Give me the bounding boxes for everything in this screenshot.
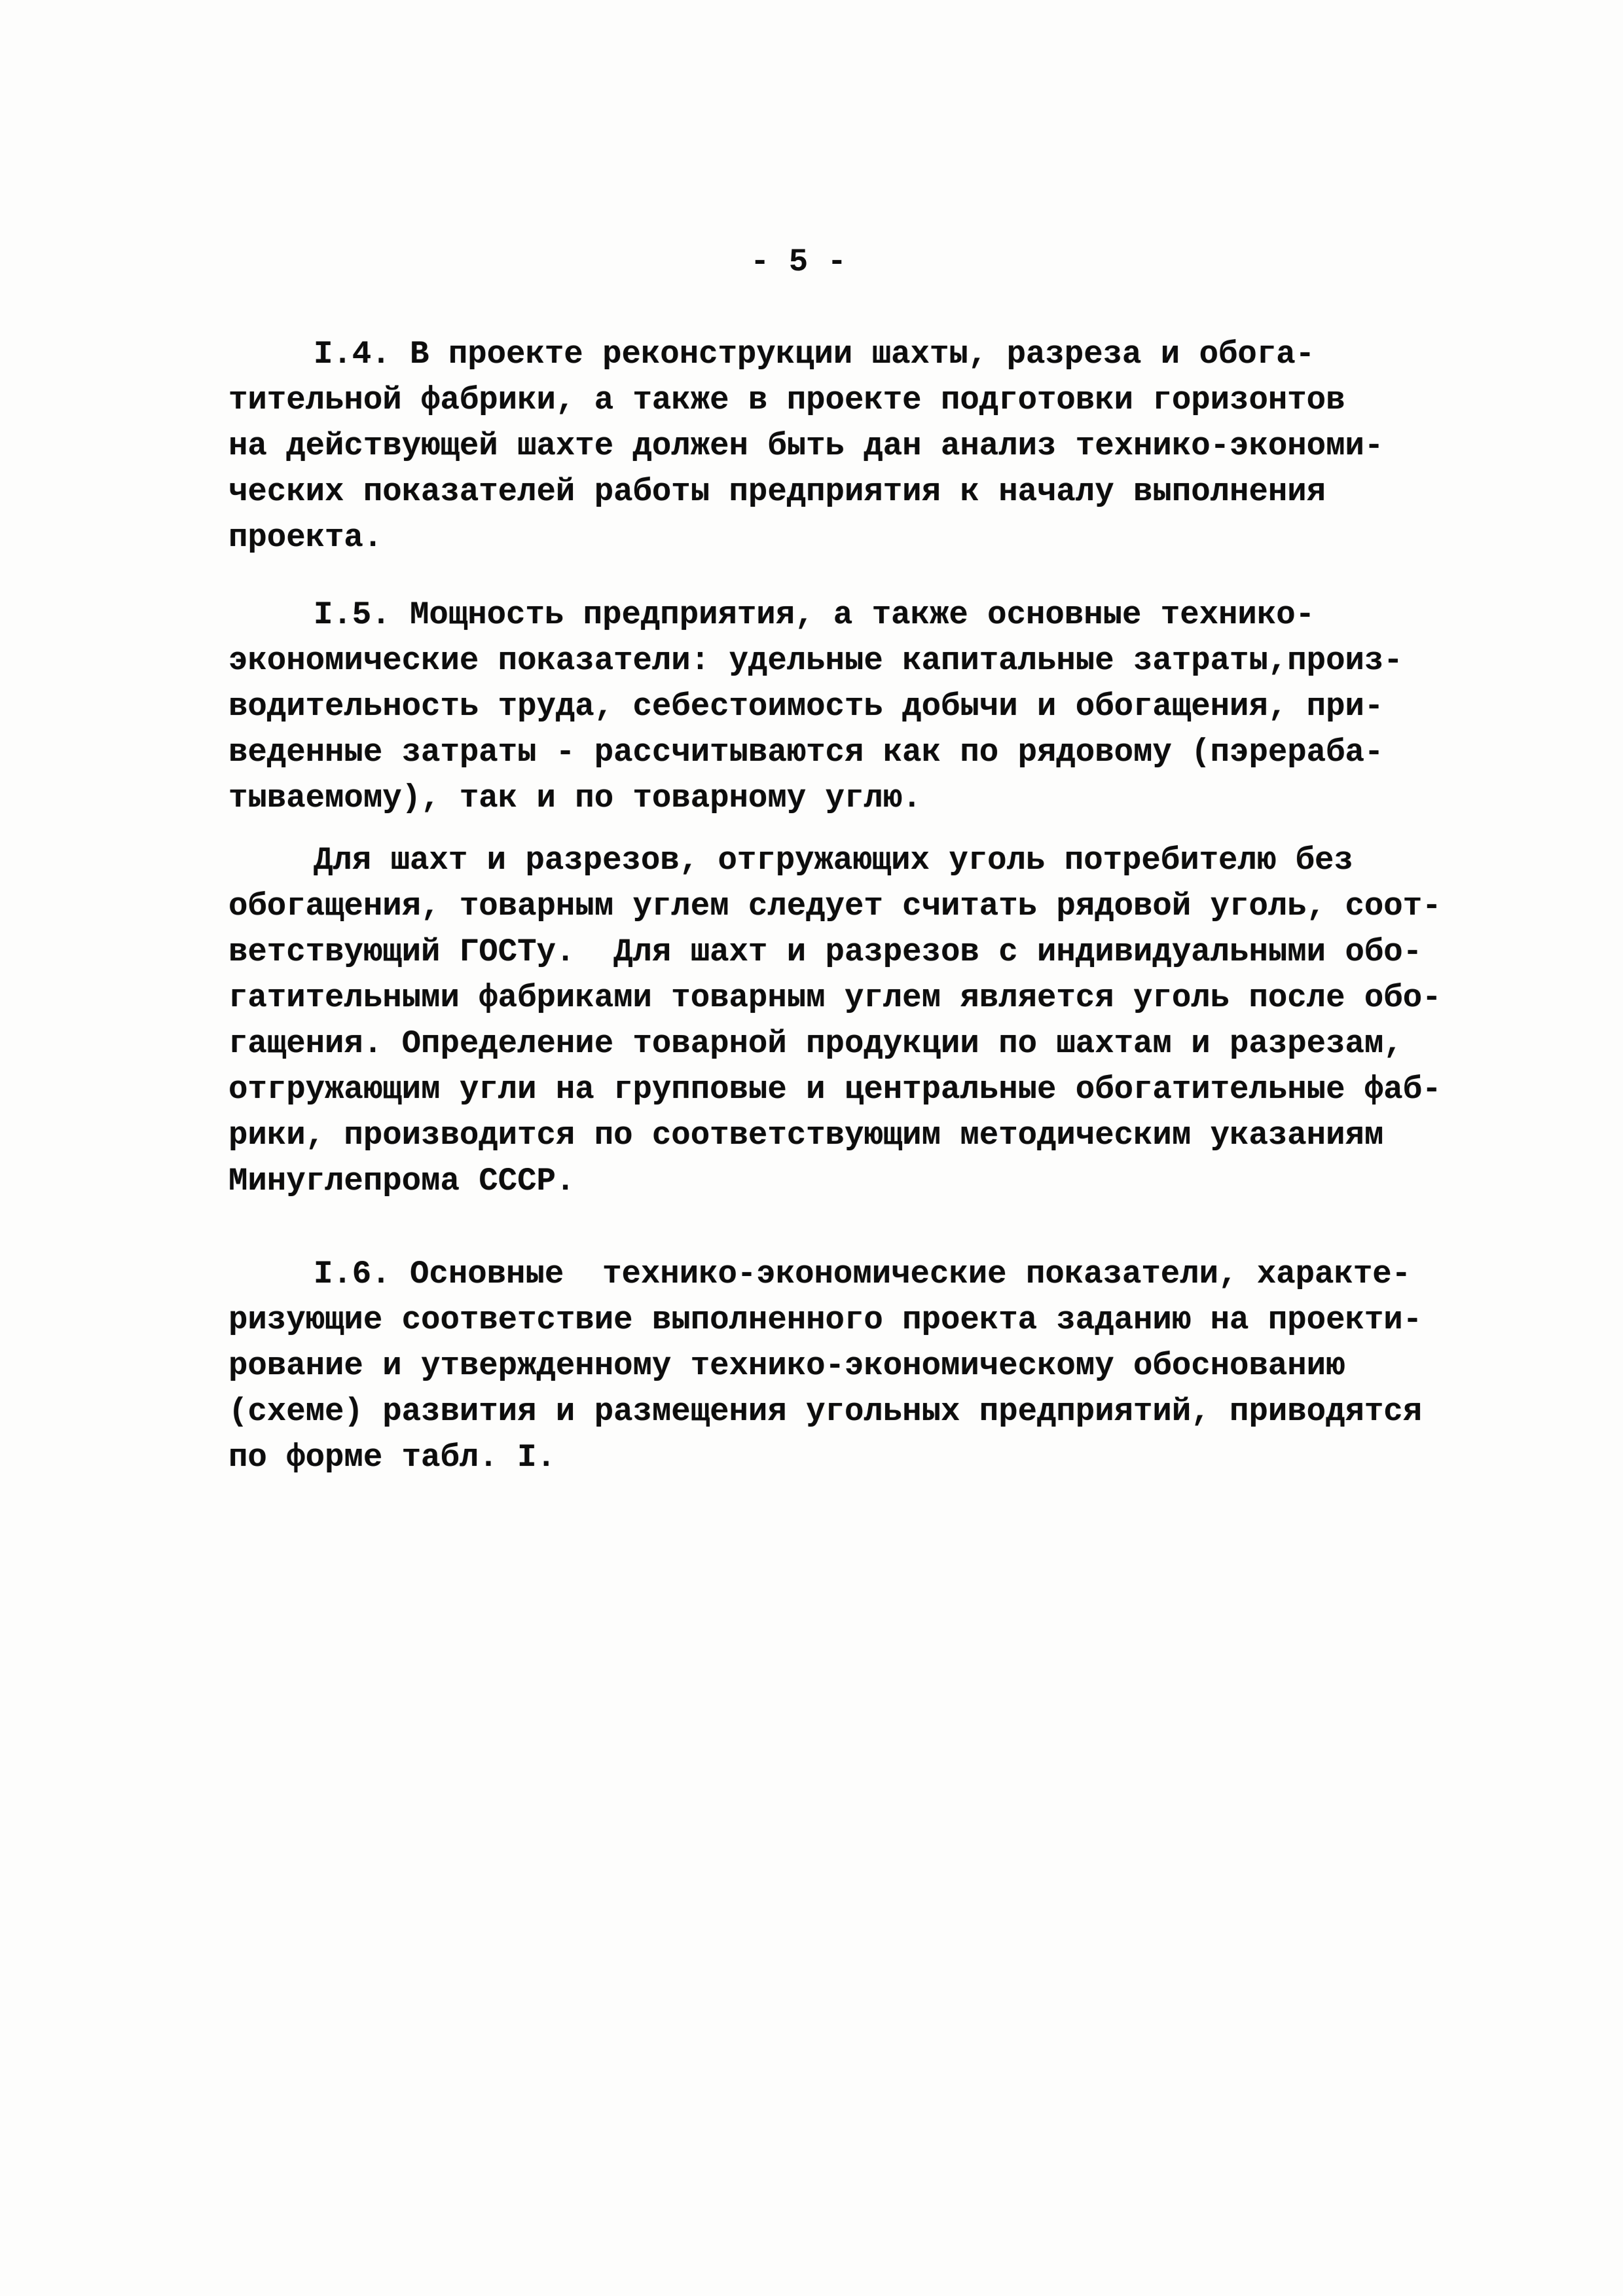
text-line: (схеме) развития и размещения угольных предприятий, приводятся — [228, 1393, 1423, 1430]
text-line: рики, производится по соответствующим методическим указаниям — [228, 1117, 1384, 1154]
text-line: ческих показателей работы предприятия к началу выполнения — [228, 473, 1326, 510]
text-line: I.5. Мощность предприятия, а также основные технико- — [314, 596, 1315, 633]
text-line: ветствующий ГОСТу. Для шахт и разрезов с индивидуальными обо- — [228, 934, 1423, 970]
text-line: отгружающим угли на групповые и центральные обогатительные фаб- — [228, 1071, 1442, 1108]
paragraph-1-5 — [228, 592, 1413, 821]
page-number: - 5 - — [750, 244, 847, 280]
text-line: Минуглепрома СССР. — [228, 1163, 575, 1199]
text-line: I.6. Основные технико-экономические показатели, характе- — [314, 1256, 1412, 1292]
text-line: проекта. — [228, 519, 383, 556]
paragraph-marketable-coal — [228, 837, 1442, 1204]
text-line: водительность труда, себестоимость добычи и обогащения, при- — [228, 688, 1384, 725]
text-line: тываемому), так и по товарному углю. — [228, 780, 922, 816]
text-line: Для шахт и разрезов, отгружающих уголь потребителю без — [314, 842, 1353, 879]
paragraph-1-4 — [228, 331, 1413, 560]
text-line: ризующие соответствие выполненного проекта заданию на проекти- — [228, 1302, 1423, 1338]
text-line: на действующей шахте должен быть дан анализ технико-экономи- — [228, 428, 1384, 464]
text-line: гатительными фабриками товарным углем является уголь после обо- — [228, 979, 1442, 1016]
paragraph-1-6 — [228, 1251, 1423, 1480]
document-body — [228, 331, 1442, 1480]
text-line: гащения. Определение товарной продукции по шахтам и разрезам, — [228, 1025, 1403, 1062]
text-line: обогащения, товарным углем следует считать рядовой уголь, соот- — [228, 888, 1442, 924]
text-line: тительной фабрики, а также в проекте подготовки горизонтов — [228, 382, 1345, 418]
text-line: веденные затраты - рассчитываются как по рядовому (пэрераба- — [228, 734, 1384, 771]
text-line: по форме табл. I. — [228, 1439, 556, 1476]
text-line: I.4. В проекте реконструкции шахты, разреза и обога- — [314, 336, 1315, 373]
text-line: рование и утвержденному технико-экономическому обоснованию — [228, 1347, 1345, 1384]
text-line: экономические показатели: удельные капитальные затраты,произ- — [228, 642, 1403, 679]
